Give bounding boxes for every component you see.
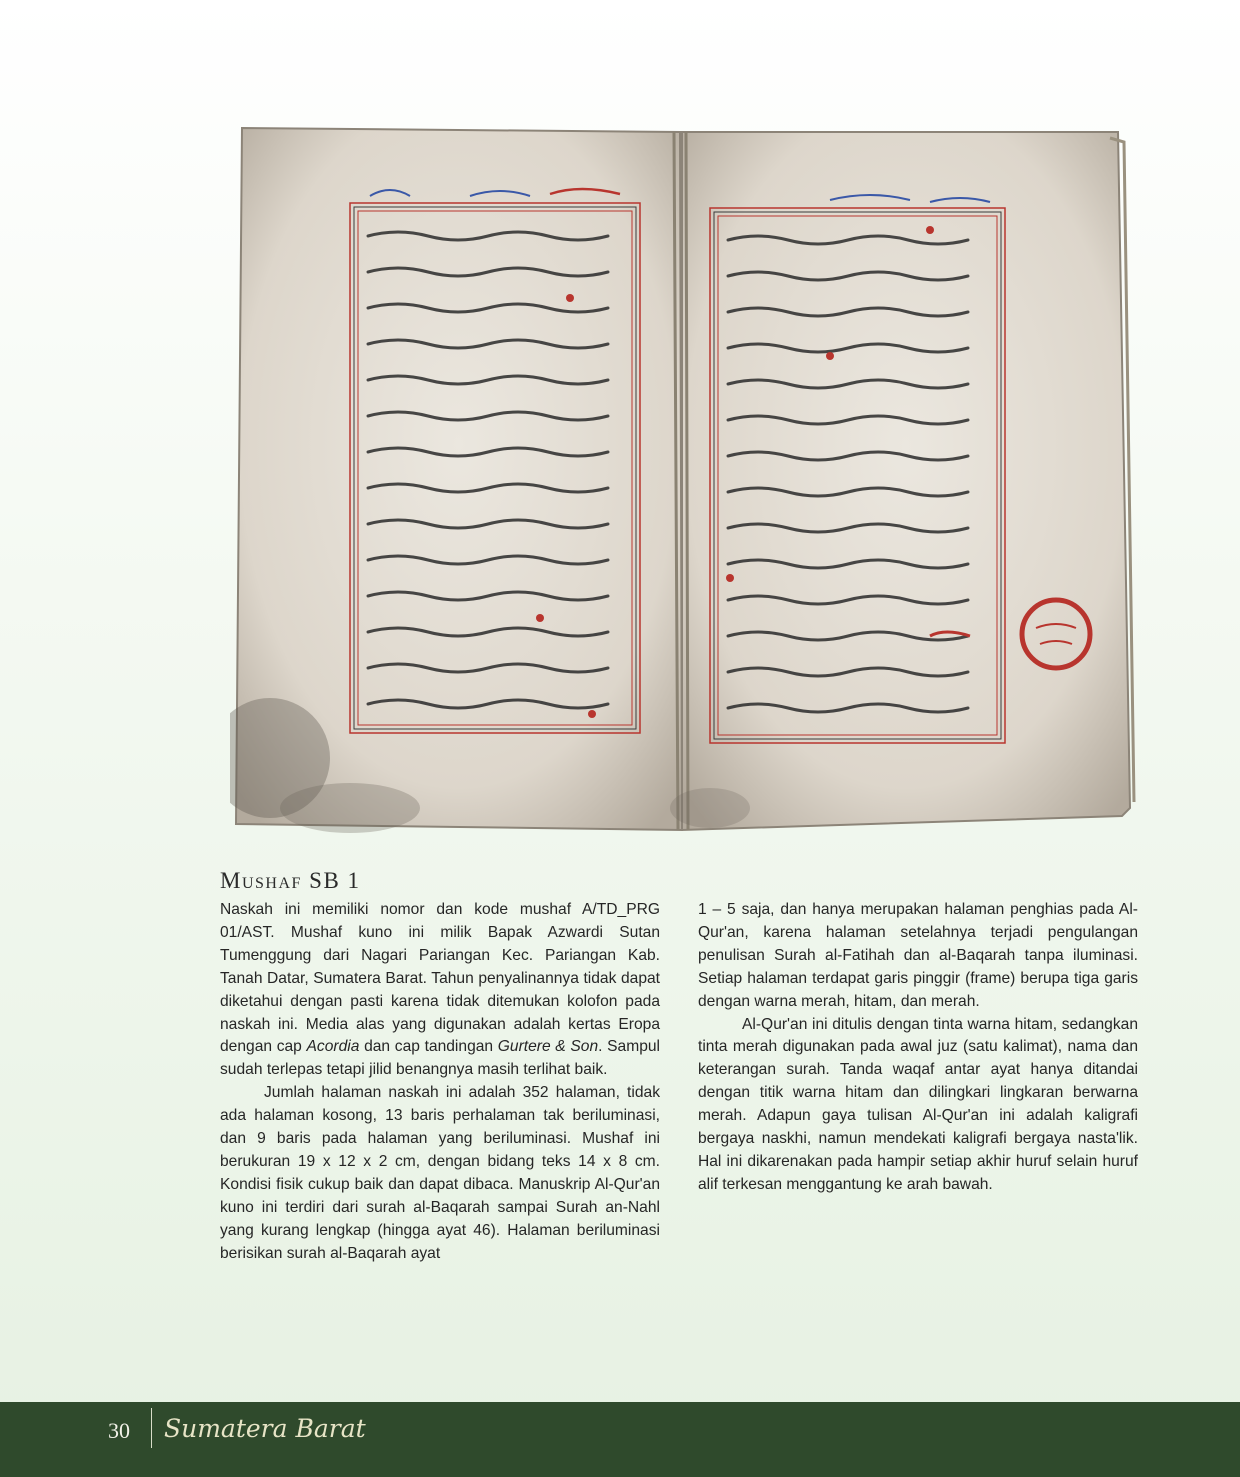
left-paragraph-1: Naskah ini memiliki nomor dan kode mushaf A/TD_PRG 01/AST. Mushaf kuno ini milik Bapak Azwardi Sutan Tumenggung dari Nagari Pariangan Kec. Pariangan Kab. Tanah Datar, Sumatera Barat. Tahun penyalinannya tidak dapat diketahui dengan pasti karena tidak ditemukan kolofon pada naskah ini. Media alas yang digunakan adalah kertas Eropa dengan cap Acordia dan cap tandingan Gurtere & Son. Sampul sudah terlepas tetapi jilid benangnya masih terlihat baik. [220,901,661,1079]
article-title: Mushaf SB 1 [220,868,361,893]
page-number: 30 [108,1418,130,1443]
footer-divider [151,1408,152,1448]
left-column [220,899,660,1266]
right-paragraph-1: 1 – 5 saja, dan hanya merupakan halaman penghias pada Al-Qur'an, karena halaman setelahnya terjadi pengulangan penulisan Surah al-Fatihah dan al-Baqarah tanpa iluminasi. Setiap halaman terdapat garis pinggir (frame) berupa tiga garis dengan warna merah, hitam, dan merah. [698,901,1138,1010]
manuscript-photo [230,118,1140,840]
right-paragraph-2: Al-Qur'an ini ditulis dengan tinta warna hitam, sedangkan tinta merah digunakan pada awal juz (satu kalimat), nama dan keterangan surah. Tanda waqaf antar ayat hanya ditandai dengan titik warna hitam dan dilingkari lingkaran berwarna merah. Adapun gaya tulisan Al-Qur'an ini adalah kaligrafi bergaya naskhi, namun mendekati kaligrafi bergaya nasta'lik. Hal ini dikarenakan pada hampir setiap akhir huruf selain huruf alif terkesan menggantung ke arah bawah. [698,1015,1138,1193]
left-paragraph-2: Jumlah halaman naskah ini adalah 352 halaman, tidak ada halaman kosong, 13 baris perhalaman tak beriluminasi, dan 9 baris pada halaman yang beriluminasi. Mushaf ini berukuran 19 x 12 x 2 cm, dengan bidang teks 14 x 8 cm. Kondisi fisik cukup baik dan dapat dibaca. Manuskrip Al-Qur'an kuno ini terdiri dari surah al-Baqarah sampai Surah an-Nahl yang kurang lengkap (hingga ayat 46). Halaman beriluminasi berisikan surah al-Baqarah ayat [220,1084,660,1262]
right-column [698,899,1138,1197]
footer-region-title: Sumatera Barat [164,1414,366,1443]
